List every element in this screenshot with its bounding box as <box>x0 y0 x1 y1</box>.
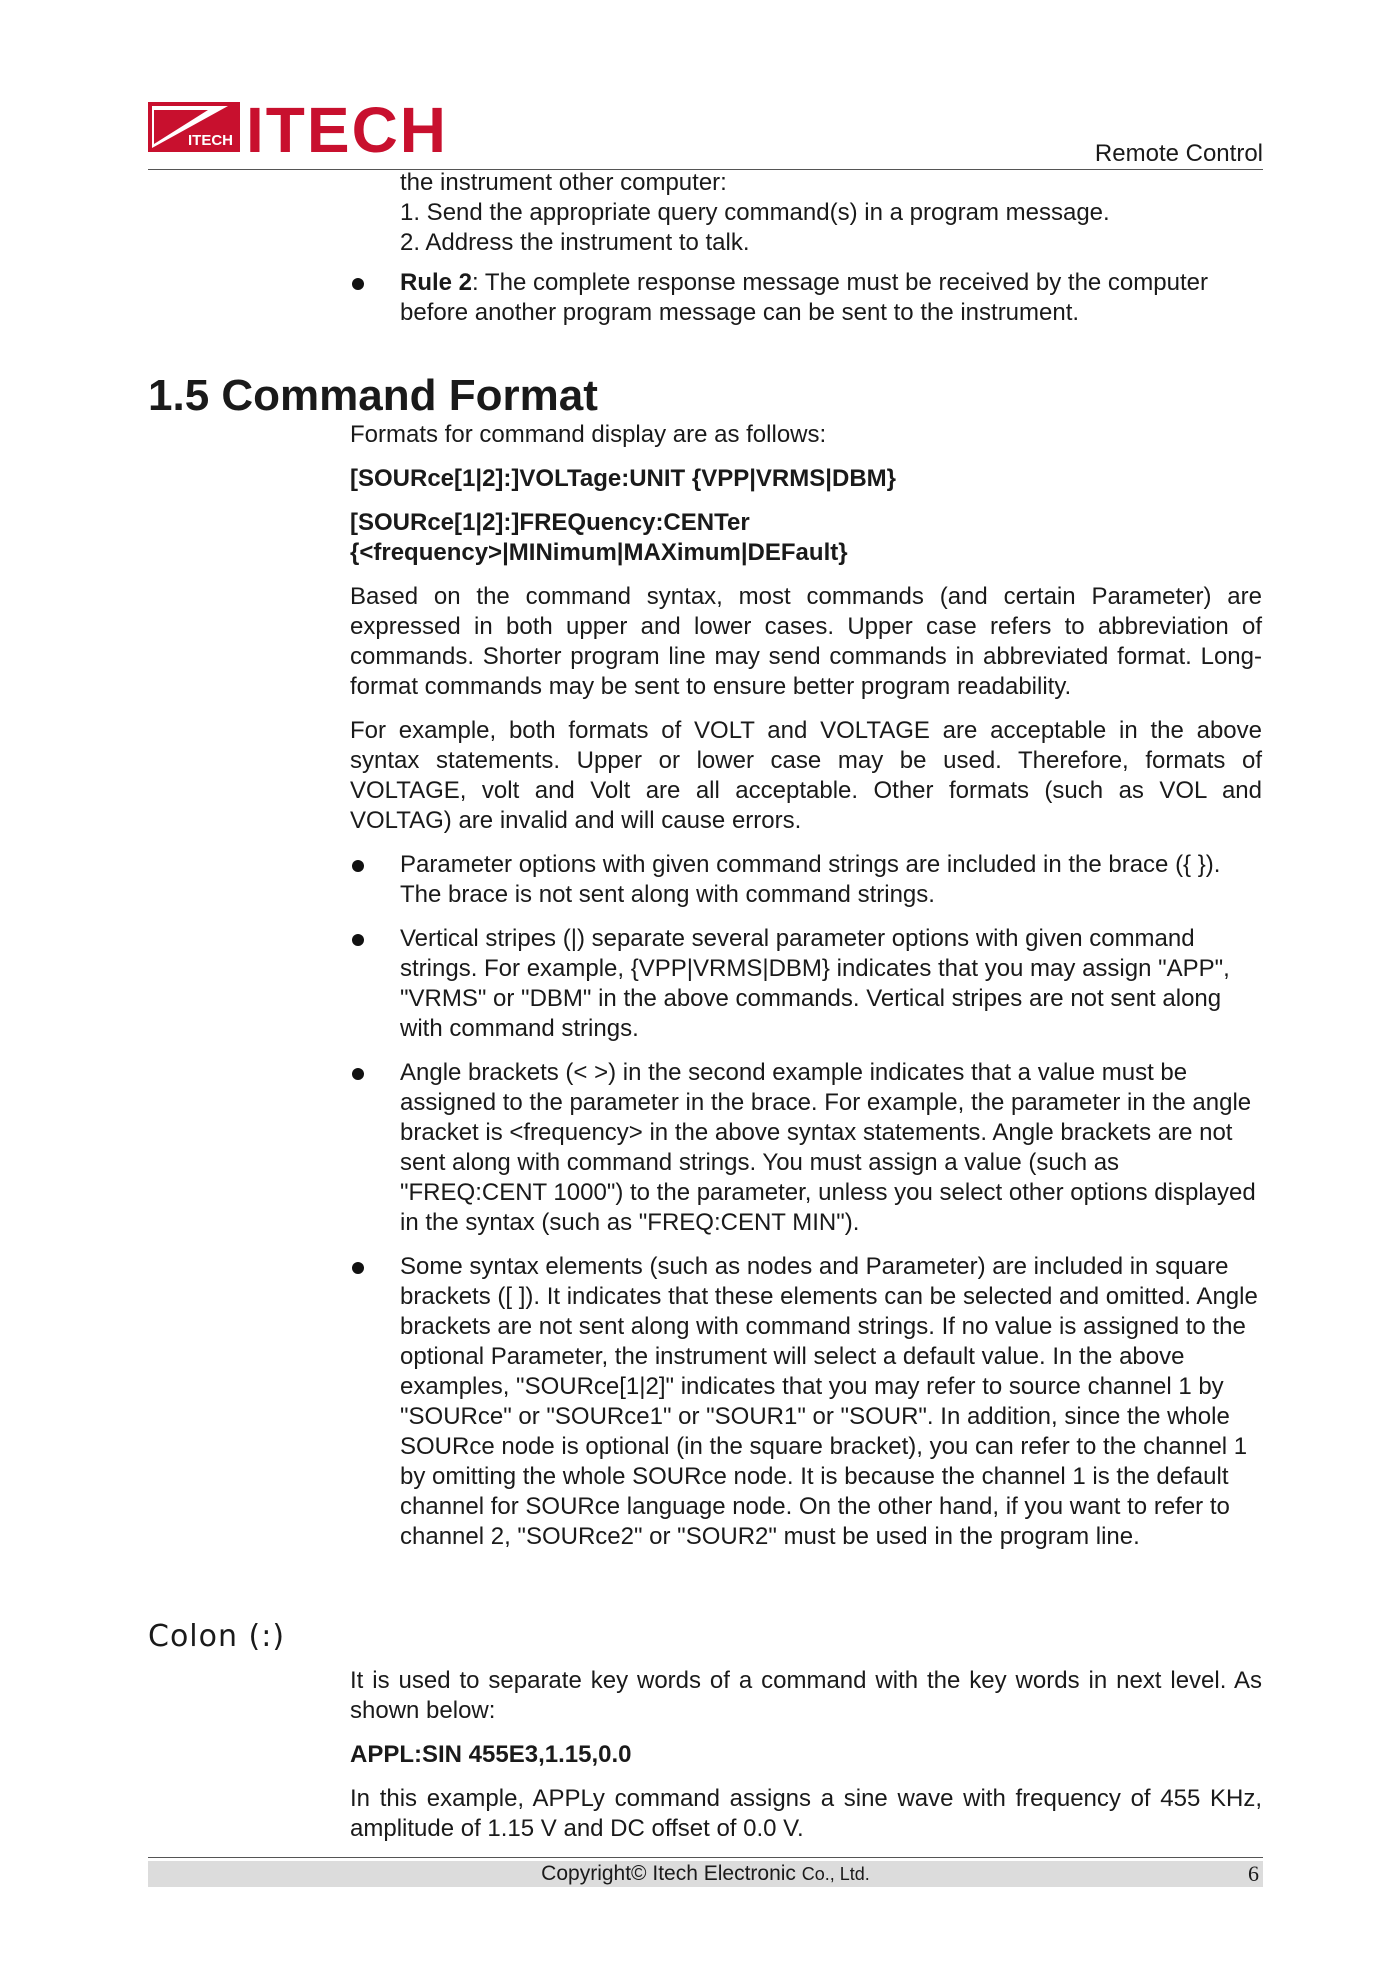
intro-line-1: the instrument other computer: <box>400 169 727 196</box>
intro-line-2: 1. Send the appropriate query command(s) in a program message. <box>400 199 1110 226</box>
copyright-main: Copyright© Itech Electronic <box>541 1862 796 1885</box>
page-footer <box>148 1861 1263 1887</box>
bullet-icon <box>352 860 364 872</box>
logo-wordmark: ITECH <box>246 96 448 160</box>
intro-line-3: 2. Address the instrument to talk. <box>400 229 750 256</box>
bullet-item-braces: Parameter options with given command strings are included in the brace ({ }). The brace is not sent along with command strings. <box>400 851 1221 908</box>
bullet-icon <box>352 1068 364 1080</box>
page-header <box>148 96 1263 168</box>
command-example-2-line-1: [SOURce[1|2]:]FREQuency:CENTer <box>350 509 750 536</box>
itech-logo <box>148 96 468 160</box>
footer-rule <box>148 1857 1263 1858</box>
section-lead: Formats for command display are as follows: <box>350 421 827 448</box>
bullet-item-vertical-stripes: Vertical stripes (|) separate several parameter options with given command strings. For example, {VPP|VRMS|DBM} indicates that you may assign "APP", "VRMS" or "DBM" in the above commands. Vertical stripes are not sent along with command strings. <box>400 925 1230 1042</box>
command-example-1: [SOURce[1|2]:]VOLTage:UNIT {VPP|VRMS|DBM} <box>350 465 896 492</box>
copyright-text <box>148 1861 1263 1887</box>
rule-2-paragraph <box>400 268 1262 328</box>
section-title: 1.5 Command Format <box>148 371 598 420</box>
colon-explanation: In this example, APPLy command assigns a sine wave with frequency of 455 KHz, amplitude of 1.15 V and DC offset of 0.0 V. <box>350 1785 1262 1842</box>
colon-paragraph: It is used to separate key words of a command with the key words in next level. As shown below: <box>350 1667 1262 1724</box>
colon-example: APPL:SIN 455E3,1.15,0.0 <box>350 1741 632 1768</box>
rule-2-text: : The complete response message must be received by the computer before another program message can be sent to the instrument. <box>400 269 1208 326</box>
copyright-company-suffix: Co., Ltd. <box>801 1864 870 1884</box>
command-example-2-line-2: {<frequency>|MINimum|MAXimum|DEFault} <box>350 539 848 566</box>
rule-2-label: Rule 2 <box>400 269 473 296</box>
bullet-icon <box>352 934 364 946</box>
header-section-title: Remote Control <box>1094 140 1263 167</box>
logo-badge-text: ITECH <box>188 132 233 149</box>
bullet-item-angle-brackets: Angle brackets (< >) in the second example indicates that a value must be assigned to the parameter in the brace. For example, the parameter in the angle bracket is <frequency> in the above syntax statements. Angle brackets are not sent along with command strings. You must assign a value (such as "FREQ:CENT 1000") to the parameter, unless you select other options displayed in the syntax (such as "FREQ:CENT MIN"). <box>400 1059 1256 1236</box>
bullet-item-square-brackets: Some syntax elements (such as nodes and Parameter) are included in square brackets ([ ]). It indicates that these elements can be selected and omitted. Angle brackets are not sent along with command strings. If no value is assigned to the optional Parameter, the instrument will select a default value. In the above examples, "SOURce[1|2]" indicates that you may refer to source channel 1 by "SOURce" or "SOURce1" or "SOUR1" or "SOUR". In addition, since the whole SOURce node is optional (in the square bracket), you can refer to the channel 1 by omitting the whole SOURce node. It is because the channel 1 is the default channel for SOURce language node. On the other hand, if you want to refer to channel 2, "SOURce2" or "SOUR2" must be used in the program line. <box>400 1253 1258 1550</box>
subsection-title: Colon (:) <box>148 1619 286 1654</box>
syntax-paragraph: Based on the command syntax, most commands (and certain Parameter) are expressed in both upper and lower cases. Upper case refers to abbreviation of commands. Shorter program line may send commands in abbreviated format. Long-format commands may be sent to ensure better program readability. <box>350 583 1262 700</box>
example-paragraph: For example, both formats of VOLT and VOLTAGE are acceptable in the above syntax statements. Upper or lower case may be used. Therefore, formats of VOLTAGE, volt and Volt are all acceptable. Other formats (such as VOL and VOLTAG) are invalid and will cause errors. <box>350 717 1262 834</box>
page-number: 6 <box>1248 1861 1259 1886</box>
bullet-icon <box>352 1262 364 1274</box>
bullet-icon <box>352 278 364 290</box>
